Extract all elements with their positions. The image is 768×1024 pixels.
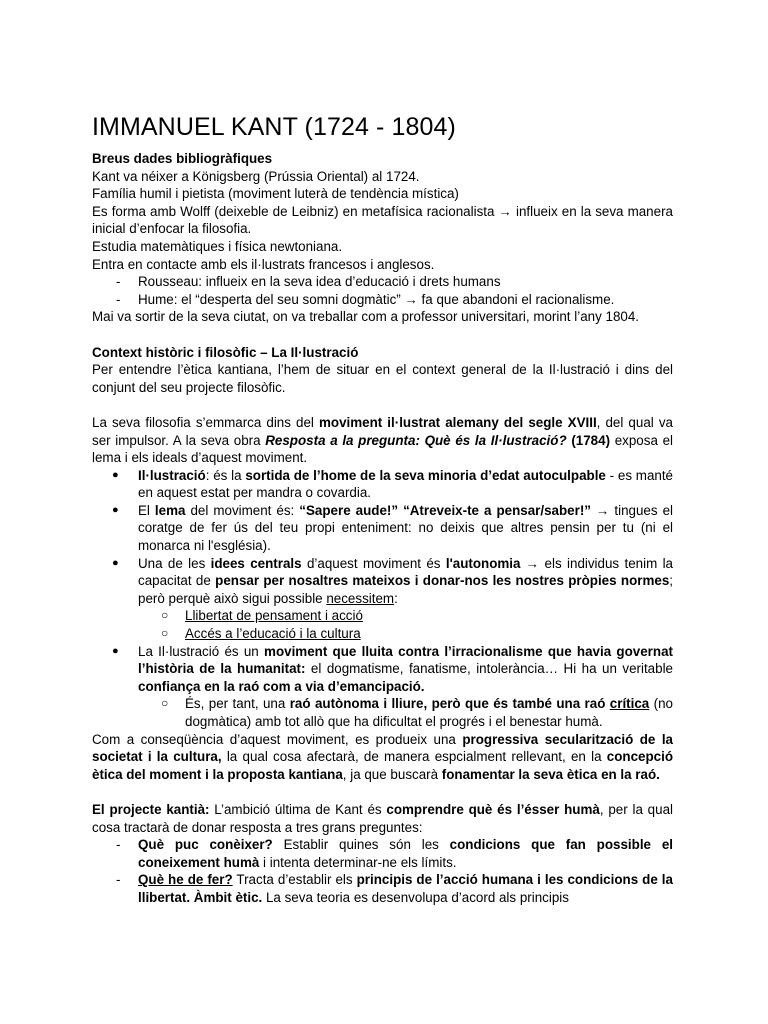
bio-line: Estudia matemàtiques i física newtoniana. <box>92 238 343 254</box>
list-item: - Hume: el “desperta del seu somni dogmàtic” → fa que abandoni el racionalisme. <box>116 291 615 307</box>
dash-marker: - <box>116 274 121 290</box>
list-item: ● Una de les idees centrals d’aquest moviment és l'autonomia → els individus tenim la capacitat de pensar per nosaltres mateixos i donar-nos les nostres pròpies normes; però perquè això sigui possible necessitem: <box>112 555 674 606</box>
bullet-marker: ● <box>112 503 119 516</box>
project-paragraph: El projecte kantià: L’ambició última de Kant és comprendre què és l’ésser humà, per la qual cosa tractarà de donar resposta a tres grans preguntes: <box>92 801 674 835</box>
context-heading: Context històric i filosòfic – La Il·lustració <box>92 344 359 360</box>
dash-marker: - <box>116 872 121 888</box>
list-item: ● Il·lustració: és la sortida de l’home de la seva minoria d’edat autoculpable - es manté en aquest estat per mandra o covardia. <box>112 467 674 501</box>
bio-line: Es forma amb Wolff (deixeble de Leibniz) en metafísica racionalista → influeix en la seva manera inicial d’enfocar la filosofia. <box>92 203 673 237</box>
circle-marker: ○ <box>161 608 169 623</box>
bio-line: Mai va sortir de la seva ciutat, on va treballar com a professor universitari, morint l’any 1804. <box>92 309 640 325</box>
bio-line: Entra en contacte amb els il·lustrats francesos i anglesos. <box>92 256 435 272</box>
bullet-marker: ● <box>112 556 119 569</box>
context-paragraph: Com a conseqüència d’aquest moviment, es produeix una progressiva secularització de la societat i la cultura, la qual cosa afectarà, de manera espcialment rellevant, en la concepció ètica del moment i la proposta kantiana, ja que buscarà fonamentar la seva ètica en la raó. <box>92 731 674 782</box>
bullet-marker: ● <box>112 644 119 657</box>
context-paragraph: Per entendre l’ètica kantiana, l’hem de situar en el context general de la Il·lustració i dins del conjunt del seu projecte filosòfic. <box>92 362 673 395</box>
list-item: ○ És, per tant, una raó autònoma i lliure, però que és també una raó crítica (no dogmàtica) amb tot allò que ha dificultat el progrés i el benestar humà. <box>161 696 674 729</box>
document-page <box>92 110 673 907</box>
bullet-marker: ● <box>112 468 119 481</box>
context-paragraph: La seva filosofia s’emmarca dins del moviment il·lustrat alemany del segle XVIII, del qual va ser impulsor. A la seva obra Resposta a la pregunta: Què és la Il·lustració? (1784) exposa el lema i els ideals d’aquest moviment. <box>92 414 673 466</box>
bio-line: Família humil i pietista (moviment luterà de tendència mística) <box>92 186 459 202</box>
dash-marker: - <box>116 291 121 307</box>
bio-heading: Breus dades bibliogràfiques <box>92 151 273 166</box>
list-item: ○ Accés a l’educació i la cultura <box>161 626 361 642</box>
list-item: - Rousseau: influeix en la seva idea d’educació i drets humans <box>116 274 501 290</box>
list-item: ● La Il·lustració és un moviment que lluita contra l’irracionalisme que havia governat l’història de la humanitat: el dogmatisme, fanatisme, intolerància… Hi ha un veritable confiança en la raó com a via d’emancipació. <box>112 643 673 694</box>
list-item: - Què puc conèixer? Establir quines són les condicions que fan possible el coneixement humà i intenta determinar-ne els límits. <box>116 837 673 870</box>
circle-marker: ○ <box>161 696 169 711</box>
bio-line: Kant va néixer a Königsberg (Prússia Oriental) al 1724. <box>92 168 420 184</box>
circle-marker: ○ <box>161 626 169 641</box>
page-title: IMMANUEL KANT (1724 - 1804) <box>92 113 456 141</box>
dash-marker: - <box>116 837 121 853</box>
list-item: ● El lema del moviment és: “Sapere aude!” “Atreveix-te a pensar/saber!” → tingues el coratge de fer ús del teu propi enteniment: no deixis que altres pensin per tu (ni el monarca ni l'església). <box>112 502 673 554</box>
list-item: - Què he de fer? Tracta d’establir els principis de l’acció humana i les condicions de la llibertat. Àmbit ètic. La seva teoria es desenvolupa d’acord als principis <box>116 872 673 905</box>
list-item: ○ Llibertat de pensament i acció <box>161 608 363 624</box>
